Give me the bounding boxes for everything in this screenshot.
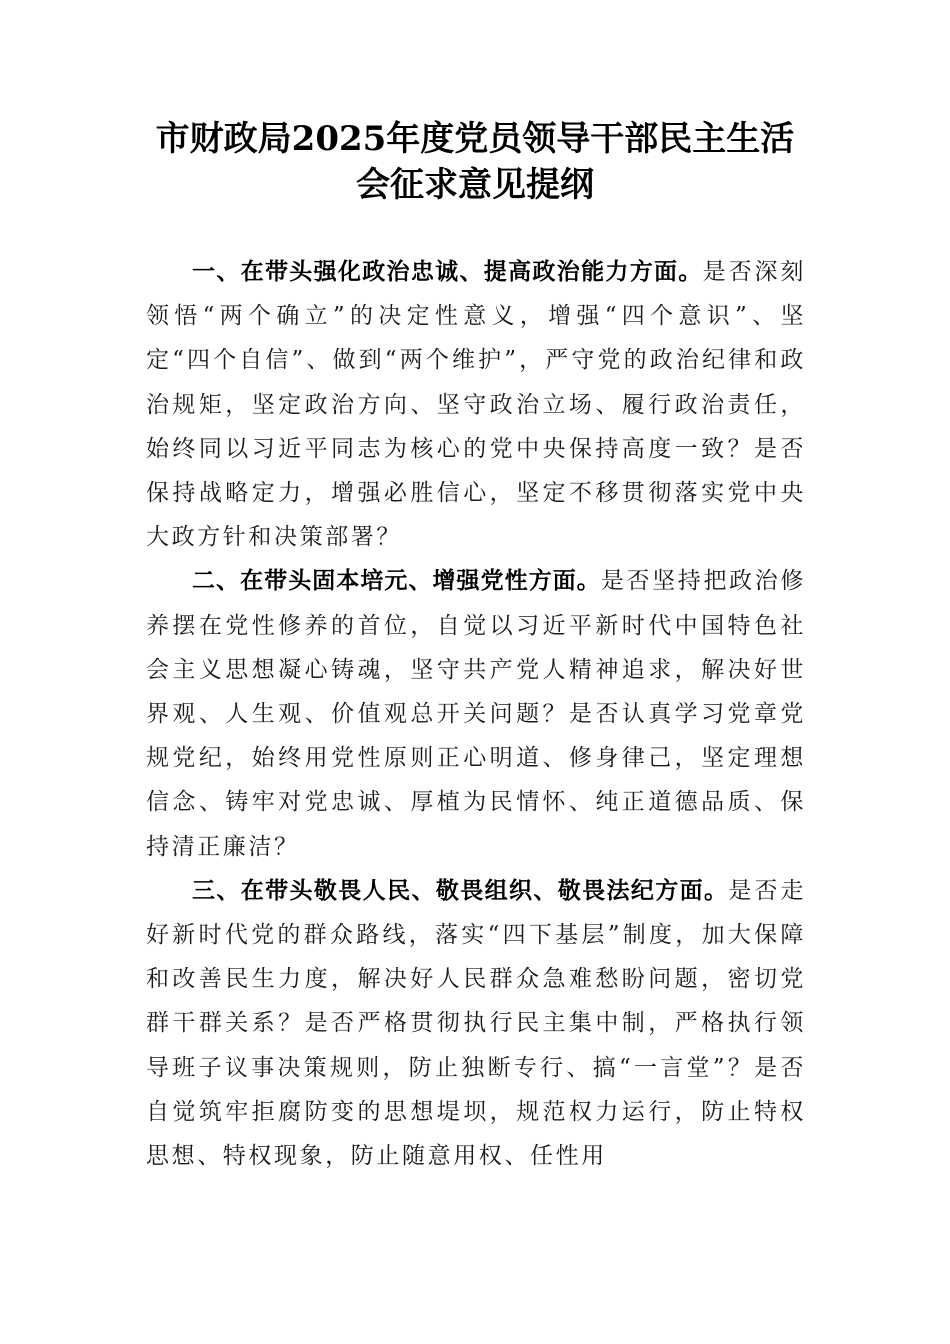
section-3-heading: 三、在带头敬畏人民、敬畏组织、敬畏法纪方面。	[192, 877, 729, 904]
section-2-text: 是否坚持把政治修养摆在党性修养的首位，自觉以习近平新时代中国特色社会主义思想凝心铸魂，坚守共产党人精神追求，解决好世界观、人生观、价值观总开关问题？是否认真学习党章党规党纪，始终用党性原则正心明道、修身律己，坚定理想信念、铸牢对党忠诚、厚植为民情怀、纯正道德品质、保持清正廉洁？	[146, 568, 806, 860]
section-3-paragraph	[146, 869, 806, 1178]
section-3-text: 是否走好新时代党的群众路线，落实“四下基层”制度，加大保障和改善民生力度，解决好人民群众急难愁盼问题，密切党群干群关系？是否严格贯彻执行民主集中制，严格执行领导班子议事决策规则，防止独断专行、搞“一言堂”？是否自觉筑牢拒腐防变的思想堤坝，规范权力运行，防止特权思想、特权现象，防止随意用权、任性用	[146, 877, 806, 1170]
section-1-heading: 一、在带头强化政治忠诚、提高政治能力方面。	[192, 259, 703, 285]
section-2-paragraph	[146, 559, 806, 868]
document-body	[146, 250, 806, 1178]
document-title-line-2: 会征求意见提纲	[356, 165, 594, 205]
section-1-paragraph	[146, 250, 806, 559]
section-1-text: 是否深刻领悟“两个确立”的决定性意义，增强“四个意识”、坚定“四个自信”、做到“两个维护”，严守党的政治纪律和政治规矩，坚定政治方向、坚守政治立场、履行政治责任，始终同以习近平同志为核心的党中央保持高度一致？是否保持战略定力，增强必胜信心，坚定不移贯彻落实党中央大政方针和决策部署？	[146, 259, 807, 551]
document-title-line-1: 市财政局2025年度党员领导干部民主生活	[155, 119, 795, 159]
section-2-heading: 二、在带头固本培元、增强党性方面。	[192, 568, 601, 595]
